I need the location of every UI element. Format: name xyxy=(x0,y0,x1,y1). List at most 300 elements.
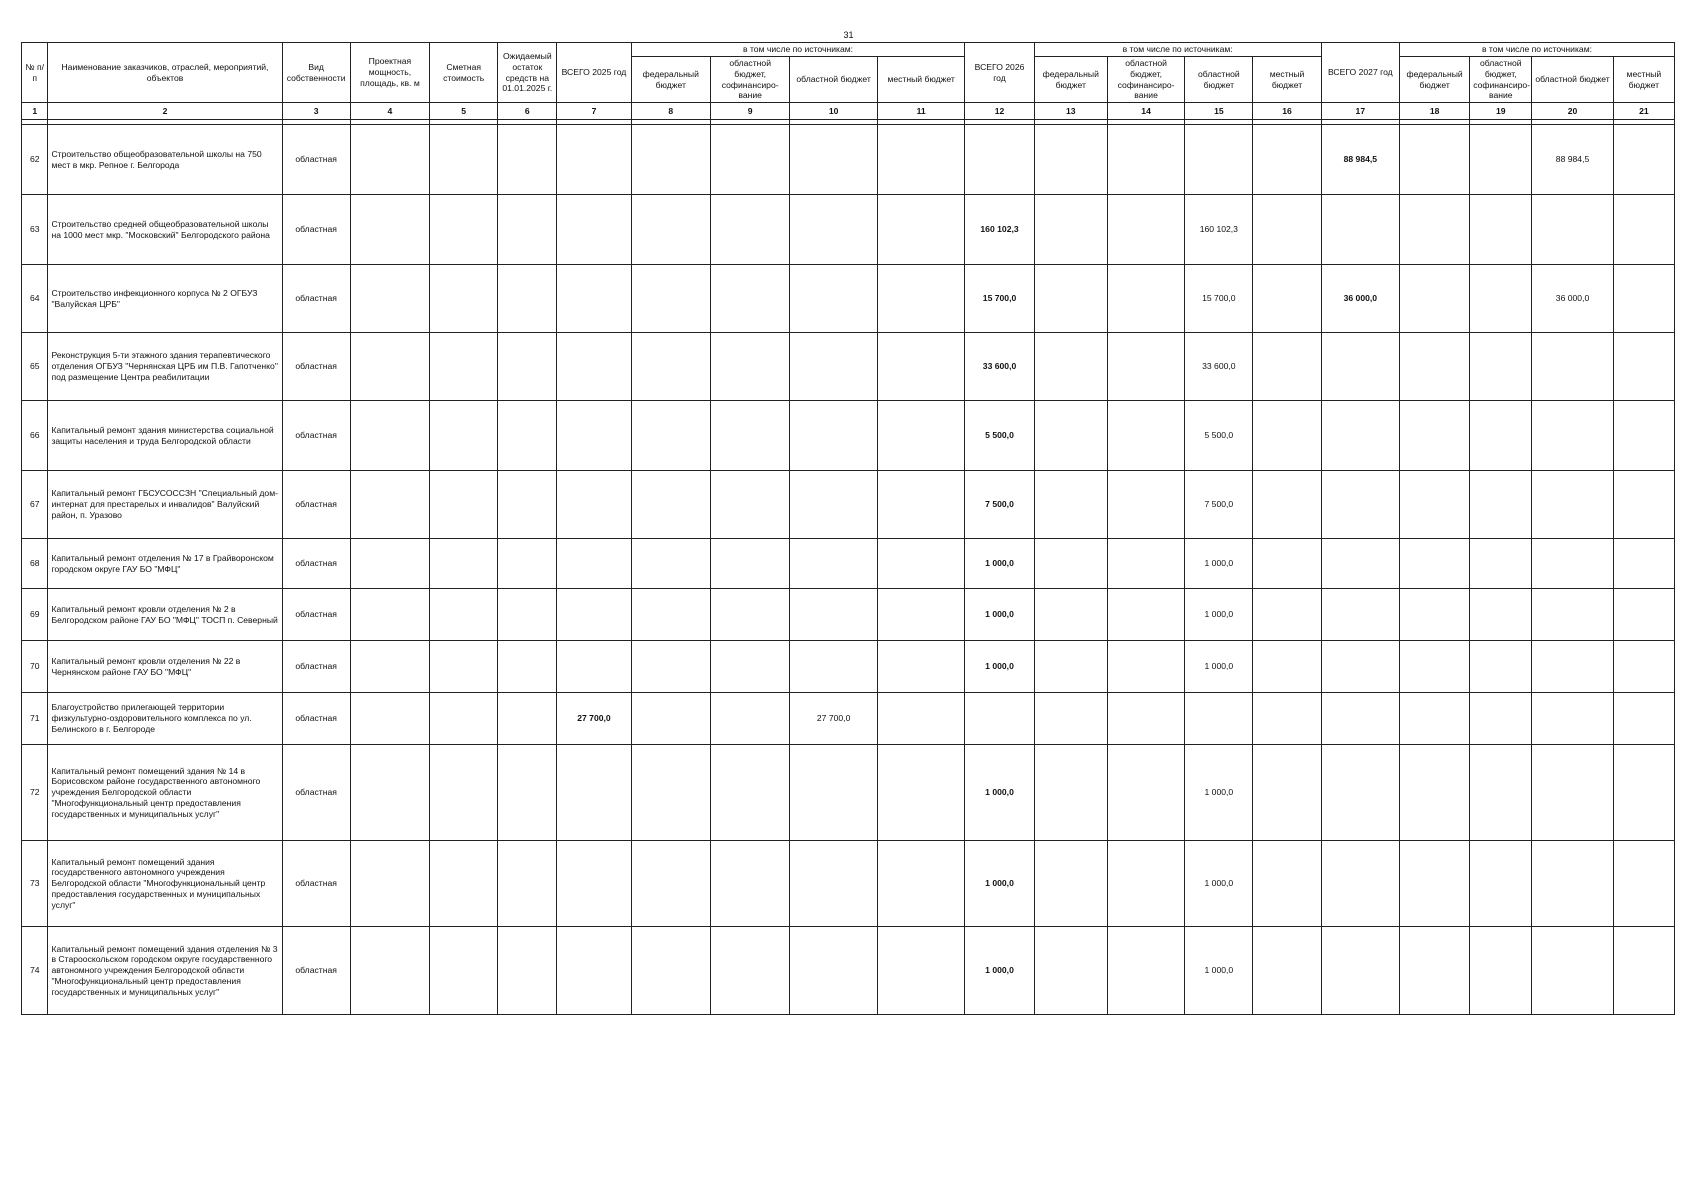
regional-2026: 5 500,0 xyxy=(1185,401,1253,471)
cell-empty xyxy=(710,841,789,927)
cell-empty xyxy=(877,125,965,195)
total-2026: 1 000,0 xyxy=(965,841,1034,927)
row-number: 68 xyxy=(22,539,48,589)
regional-2027 xyxy=(1532,745,1613,841)
total-2027: 88 984,5 xyxy=(1321,125,1399,195)
cell-empty xyxy=(1470,589,1532,641)
row-number: 64 xyxy=(22,265,48,333)
cell-empty xyxy=(710,539,789,589)
total-2025 xyxy=(557,401,631,471)
regional-2025 xyxy=(790,539,878,589)
cell-empty xyxy=(1470,745,1532,841)
regional-2027 xyxy=(1532,927,1613,1015)
cell-empty xyxy=(877,745,965,841)
cell-empty xyxy=(1470,471,1532,539)
column-number: 20 xyxy=(1532,103,1613,120)
cell-empty xyxy=(710,333,789,401)
regional-2026: 1 000,0 xyxy=(1185,589,1253,641)
object-name: Благоустройство прилегающей территории физкультурно-оздоровительного комплекса по ул. Белинского в г. Белгороде xyxy=(48,693,282,745)
cell-empty xyxy=(430,195,498,265)
total-2025 xyxy=(557,265,631,333)
cell-empty xyxy=(631,589,710,641)
object-name: Строительство средней общеобразовательной школы на 1000 мест мкр. "Московский" Белгородского района xyxy=(48,195,282,265)
cell-empty xyxy=(877,841,965,927)
cell-empty xyxy=(710,195,789,265)
regional-2025 xyxy=(790,745,878,841)
cell-empty xyxy=(1253,589,1321,641)
cell-empty xyxy=(1400,841,1470,927)
column-numbers-row xyxy=(22,103,1675,120)
cell-empty xyxy=(1470,641,1532,693)
cell-empty xyxy=(1253,195,1321,265)
cell-empty xyxy=(1253,265,1321,333)
object-name: Капитальный ремонт ГБСУСОССЗН "Специальный дом-интернат для престарелых и инвалидов" Валуйский район, п. Уразово xyxy=(48,471,282,539)
cell-empty xyxy=(1613,401,1674,471)
cell-empty xyxy=(1107,641,1184,693)
cell-empty xyxy=(631,333,710,401)
cell-empty xyxy=(1400,401,1470,471)
object-name: Реконструкция 5-ти этажного здания терапевтического отделения ОГБУЗ "Чернянская ЦРБ им П.В. Гапотченко" под размещение Центра реабилитации xyxy=(48,333,282,401)
ownership-type: областная xyxy=(282,841,350,927)
cell-empty xyxy=(877,471,965,539)
regional-2026: 15 700,0 xyxy=(1185,265,1253,333)
total-2026: 33 600,0 xyxy=(965,333,1034,401)
ownership-type: областная xyxy=(282,401,350,471)
header-federal-2027: федеральный бюджет xyxy=(1400,57,1470,103)
cell-empty xyxy=(1253,745,1321,841)
page-number: 31 xyxy=(843,30,854,40)
cell-empty xyxy=(1034,589,1107,641)
cell-empty xyxy=(1107,125,1184,195)
row-number: 62 xyxy=(22,125,48,195)
regional-2027 xyxy=(1532,471,1613,539)
regional-2026: 1 000,0 xyxy=(1185,841,1253,927)
cell-empty xyxy=(1034,745,1107,841)
cell-empty xyxy=(877,401,965,471)
header-sources-2026: в том числе по источникам: xyxy=(1034,43,1321,57)
header-federal-2025: федеральный бюджет xyxy=(631,57,710,103)
column-number: 16 xyxy=(1253,103,1321,120)
cell-empty xyxy=(430,589,498,641)
header-capacity: Проектная мощность, площадь, кв. м xyxy=(350,43,429,103)
total-2027 xyxy=(1321,641,1399,693)
cell-empty xyxy=(631,539,710,589)
header-ownership: Вид собственности xyxy=(282,43,350,103)
cell-empty xyxy=(350,589,429,641)
cell-empty xyxy=(350,927,429,1015)
cell-empty xyxy=(498,745,557,841)
cell-empty xyxy=(1034,401,1107,471)
ownership-type: областная xyxy=(282,693,350,745)
regional-2026: 33 600,0 xyxy=(1185,333,1253,401)
regional-2026 xyxy=(1185,693,1253,745)
cell-empty xyxy=(1253,333,1321,401)
regional-2027 xyxy=(1532,589,1613,641)
cell-empty xyxy=(1107,471,1184,539)
regional-2025 xyxy=(790,125,878,195)
cell-empty xyxy=(710,745,789,841)
cell-empty xyxy=(1034,841,1107,927)
cell-empty xyxy=(1400,333,1470,401)
total-2027 xyxy=(1321,539,1399,589)
regional-2026 xyxy=(1185,125,1253,195)
cell-empty xyxy=(710,125,789,195)
column-number: 7 xyxy=(557,103,631,120)
column-number: 9 xyxy=(710,103,789,120)
cell-empty xyxy=(430,927,498,1015)
cell-empty xyxy=(430,745,498,841)
ownership-type: областная xyxy=(282,125,350,195)
column-number: 15 xyxy=(1185,103,1253,120)
column-number: 14 xyxy=(1107,103,1184,120)
ownership-type: областная xyxy=(282,745,350,841)
regional-2025 xyxy=(790,841,878,927)
table-row xyxy=(22,195,1675,265)
column-number: 5 xyxy=(430,103,498,120)
cell-empty xyxy=(1107,333,1184,401)
row-number: 72 xyxy=(22,745,48,841)
regional-2025 xyxy=(790,401,878,471)
regional-2027 xyxy=(1532,641,1613,693)
total-2025 xyxy=(557,841,631,927)
column-number: 17 xyxy=(1321,103,1399,120)
total-2025 xyxy=(557,745,631,841)
regional-2027 xyxy=(1532,333,1613,401)
row-number: 67 xyxy=(22,471,48,539)
table-row xyxy=(22,745,1675,841)
row-number: 74 xyxy=(22,927,48,1015)
cell-empty xyxy=(1613,539,1674,589)
cell-empty xyxy=(1253,693,1321,745)
cell-empty xyxy=(430,641,498,693)
cell-empty xyxy=(877,195,965,265)
cell-empty xyxy=(877,539,965,589)
column-number: 1 xyxy=(22,103,48,120)
cell-empty xyxy=(1400,471,1470,539)
table-row xyxy=(22,401,1675,471)
cell-empty xyxy=(1613,333,1674,401)
cell-empty xyxy=(1400,125,1470,195)
row-number: 73 xyxy=(22,841,48,927)
regional-2025 xyxy=(790,471,878,539)
cell-empty xyxy=(350,401,429,471)
cell-empty xyxy=(430,471,498,539)
total-2027 xyxy=(1321,471,1399,539)
cell-empty xyxy=(1400,641,1470,693)
cell-empty xyxy=(877,641,965,693)
cell-empty xyxy=(498,539,557,589)
total-2027 xyxy=(1321,841,1399,927)
cell-empty xyxy=(1400,195,1470,265)
total-2026: 160 102,3 xyxy=(965,195,1034,265)
object-name: Капитальный ремонт кровли отделения № 2 в Белгородском районе ГАУ БО "МФЦ" ТОСП п. Северный xyxy=(48,589,282,641)
table-row xyxy=(22,333,1675,401)
cell-empty xyxy=(1470,265,1532,333)
total-2027: 36 000,0 xyxy=(1321,265,1399,333)
cell-empty xyxy=(631,745,710,841)
cell-empty xyxy=(631,693,710,745)
cell-empty xyxy=(1613,265,1674,333)
cell-empty xyxy=(1253,841,1321,927)
cell-empty xyxy=(877,693,965,745)
total-2025 xyxy=(557,333,631,401)
regional-2025 xyxy=(790,195,878,265)
header-cofin-2026: областной бюджет, софинансиро-вание xyxy=(1107,57,1184,103)
header-regional-2026: областной бюджет xyxy=(1185,57,1253,103)
cell-empty xyxy=(350,841,429,927)
cell-empty xyxy=(710,927,789,1015)
cell-empty xyxy=(1253,401,1321,471)
cell-empty xyxy=(1034,195,1107,265)
header-total-2027: ВСЕГО 2027 год xyxy=(1321,43,1399,103)
total-2026 xyxy=(965,125,1034,195)
cell-empty xyxy=(1613,927,1674,1015)
regional-2027: 36 000,0 xyxy=(1532,265,1613,333)
header-local-2027: местный бюджет xyxy=(1613,57,1674,103)
total-2027 xyxy=(1321,333,1399,401)
total-2026: 1 000,0 xyxy=(965,589,1034,641)
cell-empty xyxy=(350,471,429,539)
cell-empty xyxy=(710,641,789,693)
cell-empty xyxy=(1034,641,1107,693)
table-row xyxy=(22,471,1675,539)
cell-empty xyxy=(498,841,557,927)
cell-empty xyxy=(710,265,789,333)
regional-2027 xyxy=(1532,539,1613,589)
cell-empty xyxy=(1470,333,1532,401)
cell-empty xyxy=(1034,471,1107,539)
header-cofin-2027: областной бюджет, софинансиро-вание xyxy=(1470,57,1532,103)
regional-2025 xyxy=(790,265,878,333)
column-number: 13 xyxy=(1034,103,1107,120)
ownership-type: областная xyxy=(282,265,350,333)
cell-empty xyxy=(1470,841,1532,927)
cell-empty xyxy=(631,125,710,195)
total-2027 xyxy=(1321,589,1399,641)
column-number: 4 xyxy=(350,103,429,120)
cell-empty xyxy=(498,641,557,693)
cell-empty xyxy=(1470,927,1532,1015)
total-2026: 15 700,0 xyxy=(965,265,1034,333)
cell-empty xyxy=(498,265,557,333)
regional-2025: 27 700,0 xyxy=(790,693,878,745)
table-row xyxy=(22,539,1675,589)
total-2026: 5 500,0 xyxy=(965,401,1034,471)
header-regional-2025: областной бюджет xyxy=(790,57,878,103)
header-cofin-2025: областной бюджет, софинансиро-вание xyxy=(710,57,789,103)
table-row xyxy=(22,589,1675,641)
header-name: Наименование заказчиков, отраслей, мероприятий, объектов xyxy=(48,43,282,103)
cell-empty xyxy=(1107,589,1184,641)
ownership-type: областная xyxy=(282,195,350,265)
ownership-type: областная xyxy=(282,333,350,401)
cell-empty xyxy=(877,927,965,1015)
header-total-2026: ВСЕГО 2026 год xyxy=(965,43,1034,103)
cell-empty xyxy=(1034,125,1107,195)
cell-empty xyxy=(1253,471,1321,539)
cell-empty xyxy=(498,927,557,1015)
cell-empty xyxy=(1470,125,1532,195)
regional-2026: 1 000,0 xyxy=(1185,641,1253,693)
cell-empty xyxy=(1107,265,1184,333)
header-local-2025: местный бюджет xyxy=(877,57,965,103)
cell-empty xyxy=(430,333,498,401)
cell-empty xyxy=(1107,195,1184,265)
cell-empty xyxy=(430,841,498,927)
cell-empty xyxy=(1107,745,1184,841)
object-name: Капитальный ремонт помещений здания государственного автономного учреждения Белгородской области "Многофункциональный центр предоставления государственных и муниципальных услуг" xyxy=(48,841,282,927)
ownership-type: областная xyxy=(282,471,350,539)
cell-empty xyxy=(350,265,429,333)
row-number: 65 xyxy=(22,333,48,401)
cell-empty xyxy=(877,333,965,401)
total-2027 xyxy=(1321,745,1399,841)
object-name: Капитальный ремонт кровли отделения № 22 в Чернянском районе ГАУ БО "МФЦ" xyxy=(48,641,282,693)
regional-2026: 1 000,0 xyxy=(1185,927,1253,1015)
column-number: 6 xyxy=(498,103,557,120)
column-number: 12 xyxy=(965,103,1034,120)
object-name: Строительство инфекционного корпуса № 2 ОГБУЗ "Валуйская ЦРБ" xyxy=(48,265,282,333)
regional-2025 xyxy=(790,333,878,401)
header-local-2026: местный бюджет xyxy=(1253,57,1321,103)
cell-empty xyxy=(350,539,429,589)
cell-empty xyxy=(350,333,429,401)
cell-empty xyxy=(498,125,557,195)
cell-empty xyxy=(430,539,498,589)
regional-2026: 160 102,3 xyxy=(1185,195,1253,265)
cell-empty xyxy=(1613,841,1674,927)
regional-2027 xyxy=(1532,195,1613,265)
cell-empty xyxy=(498,693,557,745)
table-row xyxy=(22,927,1675,1015)
cell-empty xyxy=(631,195,710,265)
cell-empty xyxy=(1107,539,1184,589)
table-row xyxy=(22,841,1675,927)
total-2025: 27 700,0 xyxy=(557,693,631,745)
cell-empty xyxy=(877,589,965,641)
cell-empty xyxy=(1613,195,1674,265)
cell-empty xyxy=(1400,927,1470,1015)
cell-empty xyxy=(350,641,429,693)
header-balance: Ожидаемый остаток средств на 01.01.2025 г. xyxy=(498,43,557,103)
header-estimate: Сметная стоимость xyxy=(430,43,498,103)
cell-empty xyxy=(498,333,557,401)
total-2026: 1 000,0 xyxy=(965,927,1034,1015)
header-regional-2027: областной бюджет xyxy=(1532,57,1613,103)
object-name: Капитальный ремонт здания министерства социальной защиты населения и труда Белгородской области xyxy=(48,401,282,471)
object-name: Капитальный ремонт отделения № 17 в Грайворонском городском округе ГАУ БО "МФЦ" xyxy=(48,539,282,589)
total-2026 xyxy=(965,693,1034,745)
table-row xyxy=(22,125,1675,195)
header-total-2025: ВСЕГО 2025 год xyxy=(557,43,631,103)
column-number: 21 xyxy=(1613,103,1674,120)
cell-empty xyxy=(430,265,498,333)
cell-empty xyxy=(1400,265,1470,333)
row-number: 71 xyxy=(22,693,48,745)
cell-empty xyxy=(430,401,498,471)
header-sources-2027: в том числе по источникам: xyxy=(1400,43,1675,57)
cell-empty xyxy=(498,401,557,471)
cell-empty xyxy=(710,589,789,641)
total-2026: 1 000,0 xyxy=(965,539,1034,589)
cell-empty xyxy=(430,693,498,745)
cell-empty xyxy=(1400,589,1470,641)
cell-empty xyxy=(1470,693,1532,745)
regional-2027 xyxy=(1532,401,1613,471)
cell-empty xyxy=(1400,539,1470,589)
cell-empty xyxy=(1107,927,1184,1015)
cell-empty xyxy=(1107,841,1184,927)
ownership-type: областная xyxy=(282,589,350,641)
regional-2025 xyxy=(790,589,878,641)
cell-empty xyxy=(430,125,498,195)
cell-empty xyxy=(498,471,557,539)
total-2025 xyxy=(557,641,631,693)
cell-empty xyxy=(1613,471,1674,539)
cell-empty xyxy=(1253,927,1321,1015)
cell-empty xyxy=(1253,641,1321,693)
header-sources-2025: в том числе по источникам: xyxy=(631,43,965,57)
total-2025 xyxy=(557,195,631,265)
regional-2026: 7 500,0 xyxy=(1185,471,1253,539)
object-name: Строительство общеобразовательной школы на 750 мест в мкр. Репное г. Белгорода xyxy=(48,125,282,195)
total-2025 xyxy=(557,125,631,195)
column-number: 10 xyxy=(790,103,878,120)
cell-empty xyxy=(1034,265,1107,333)
column-number: 18 xyxy=(1400,103,1470,120)
cell-empty xyxy=(631,471,710,539)
total-2025 xyxy=(557,539,631,589)
table-row xyxy=(22,265,1675,333)
cell-empty xyxy=(631,841,710,927)
cell-empty xyxy=(1400,745,1470,841)
column-number: 11 xyxy=(877,103,965,120)
total-2025 xyxy=(557,471,631,539)
header-num: № п/п xyxy=(22,43,48,103)
cell-empty xyxy=(1034,333,1107,401)
cell-empty xyxy=(710,401,789,471)
row-number: 70 xyxy=(22,641,48,693)
ownership-type: областная xyxy=(282,927,350,1015)
cell-empty xyxy=(1613,589,1674,641)
cell-empty xyxy=(350,745,429,841)
row-number: 69 xyxy=(22,589,48,641)
cell-empty xyxy=(1034,693,1107,745)
cell-empty xyxy=(1613,693,1674,745)
cell-empty xyxy=(350,195,429,265)
total-2026: 1 000,0 xyxy=(965,641,1034,693)
cell-empty xyxy=(1107,401,1184,471)
column-number: 3 xyxy=(282,103,350,120)
total-2025 xyxy=(557,589,631,641)
regional-2027 xyxy=(1532,841,1613,927)
row-number: 63 xyxy=(22,195,48,265)
column-number: 8 xyxy=(631,103,710,120)
regional-2026: 1 000,0 xyxy=(1185,745,1253,841)
cell-empty xyxy=(498,589,557,641)
ownership-type: областная xyxy=(282,539,350,589)
cell-empty xyxy=(1613,745,1674,841)
row-number: 66 xyxy=(22,401,48,471)
cell-empty xyxy=(1107,693,1184,745)
total-2025 xyxy=(557,927,631,1015)
total-2027 xyxy=(1321,693,1399,745)
cell-empty xyxy=(631,641,710,693)
regional-2025 xyxy=(790,641,878,693)
header-federal-2026: федеральный бюджет xyxy=(1034,57,1107,103)
table-row xyxy=(22,693,1675,745)
total-2027 xyxy=(1321,401,1399,471)
